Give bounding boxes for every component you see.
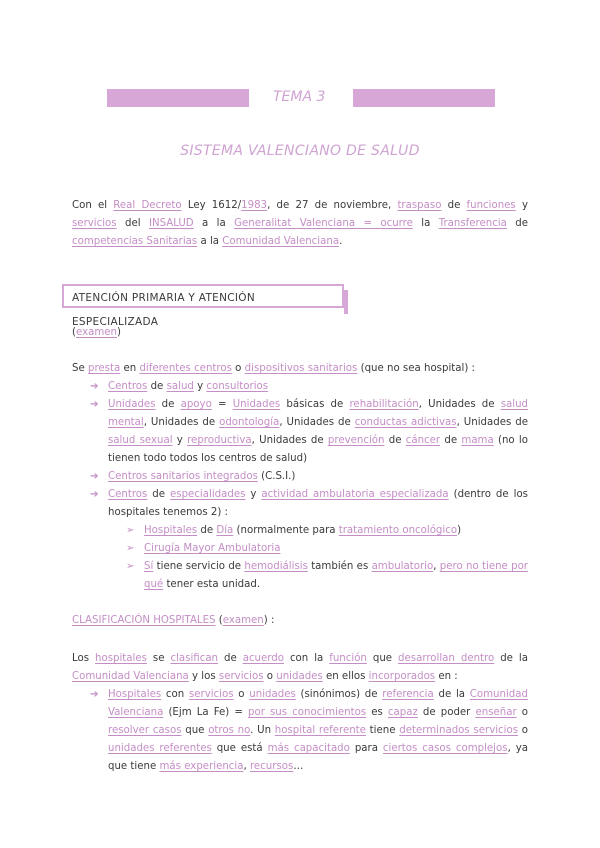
text-run: y: [172, 435, 188, 446]
highlighted-term: unidades: [276, 671, 323, 682]
sub-list-item: [108, 558, 528, 594]
text-run: del: [116, 218, 149, 229]
highlighted-term: prevención: [327, 435, 385, 446]
highlighted-term: odontología: [219, 417, 280, 428]
sub-list: [108, 522, 528, 594]
text-run: de poder: [417, 707, 476, 718]
list-item: [90, 468, 528, 486]
highlighted-term: recursos: [249, 761, 294, 772]
highlighted-term: Sí: [144, 561, 154, 572]
section1-lead: [72, 360, 528, 378]
text-run: que: [366, 653, 399, 664]
right-header-bar: [353, 89, 495, 107]
arrow-icon: ➔: [90, 489, 99, 500]
highlighted-term: clasifican: [170, 653, 219, 664]
text-run: con: [161, 689, 189, 700]
highlighted-term: más experiencia: [159, 761, 244, 772]
highlighted-term: actividad ambulatoria especializada: [261, 489, 449, 500]
section2-lead: [72, 650, 528, 686]
page-title: SISTEMA VALENCIANO DE SALUD: [180, 143, 420, 159]
text-run: de: [155, 399, 181, 410]
highlighted-term: funciones: [466, 200, 516, 211]
text-run: la: [412, 218, 439, 229]
highlighted-term: hemodiálisis: [244, 561, 308, 572]
text-run: (normalmente para: [233, 525, 339, 536]
triangle-arrow-icon: ➢: [126, 561, 135, 572]
text-run: ) :: [263, 615, 275, 626]
text-run: de: [441, 200, 467, 211]
arrow-icon: ➔: [90, 689, 99, 700]
text-run: (: [72, 327, 76, 338]
text-run: o: [516, 707, 529, 718]
text-run: o: [263, 671, 277, 682]
highlighted-term: Cirugía Mayor Ambulatoria: [144, 543, 281, 554]
highlighted-term: examen: [75, 327, 117, 338]
highlighted-term: especialidades: [170, 489, 246, 500]
highlighted-term: conductas adictivas: [354, 417, 457, 428]
highlighted-term: desarrollan dentro: [398, 653, 495, 664]
topic-label: TEMA 3: [273, 89, 326, 105]
text-run: en ellos: [322, 671, 369, 682]
highlighted-term: competencias Sanitarias: [72, 236, 198, 247]
highlighted-term: ambulatorio: [371, 561, 434, 572]
text-run: …: [293, 761, 304, 772]
text-run: y: [193, 381, 207, 392]
highlighted-term: salud: [166, 381, 194, 392]
intro-paragraph: [72, 197, 528, 251]
section1-list: [90, 378, 528, 594]
highlighted-term: servicios: [218, 671, 264, 682]
text-run: que está: [211, 743, 268, 754]
section-heading-primaria: ATENCIÓN PRIMARIA Y ATENCIÓN ESPECIALIZADA: [62, 284, 344, 308]
text-run: .: [339, 236, 343, 247]
text-run: de: [218, 653, 243, 664]
text-run: de: [440, 435, 462, 446]
text-run: en: [120, 363, 140, 374]
text-run: , Unidades de: [456, 417, 528, 428]
highlighted-term: mama: [461, 435, 494, 446]
text-run: (no lo tienen todo todos los centros de salud): [108, 435, 528, 464]
highlighted-term: Hospitales: [144, 525, 198, 536]
text-run: de: [384, 435, 406, 446]
highlighted-term: unidades referentes: [108, 743, 212, 754]
triangle-arrow-icon: ➢: [126, 525, 135, 536]
highlighted-term: Comunidad Valenciana: [222, 236, 340, 247]
text-run: de: [147, 489, 171, 500]
section2-heading: [72, 612, 528, 630]
highlighted-term: 1983: [241, 200, 268, 211]
text-run: de: [147, 381, 167, 392]
highlighted-term: pero no tiene por qué: [144, 561, 528, 590]
highlighted-term: servicios: [188, 689, 234, 700]
text-run: ): [457, 525, 462, 536]
triangle-arrow-icon: ➢: [126, 543, 135, 554]
highlighted-term: servicios: [72, 218, 117, 229]
highlighted-term: Comunidad Valenciana: [108, 689, 528, 718]
text-run: (Ejm La Fe) =: [163, 707, 249, 718]
text-run: a la: [193, 218, 235, 229]
text-run: (sinónimos) de: [295, 689, 383, 700]
highlighted-term: enseñar: [475, 707, 517, 718]
highlighted-term: salud sexual: [108, 435, 173, 446]
text-run: de la: [494, 653, 528, 664]
highlighted-term: más capacitado: [267, 743, 350, 754]
highlighted-term: Día: [216, 525, 234, 536]
text-run: ): [117, 327, 121, 338]
list-item: [90, 486, 528, 594]
highlighted-term: capaz: [387, 707, 418, 718]
highlighted-term: consultorios: [206, 381, 269, 392]
text-run: (: [215, 615, 223, 626]
text-run: tiene servicio de: [153, 561, 245, 572]
highlighted-term: hospitales: [95, 653, 147, 664]
highlighted-term: examen: [222, 615, 264, 626]
highlighted-term: cáncer: [405, 435, 441, 446]
highlighted-term: Unidades: [232, 399, 281, 410]
arrow-icon: ➔: [90, 381, 99, 392]
section2-list: [90, 686, 528, 776]
text-run: de la: [433, 689, 470, 700]
text-run: =: [211, 399, 233, 410]
text-run: ,: [243, 761, 250, 772]
list-item: [90, 686, 528, 776]
highlighted-term: INSALUD: [148, 218, 194, 229]
highlighted-term: apoyo: [180, 399, 212, 410]
text-run: o: [233, 689, 250, 700]
sub-list-item: [108, 522, 528, 540]
text-run: en :: [435, 671, 458, 682]
text-run: es: [366, 707, 388, 718]
text-run: con la: [283, 653, 330, 664]
highlighted-term: otros no: [208, 725, 251, 736]
text-run: a la: [197, 236, 223, 247]
highlighted-term: rehabilitación: [349, 399, 419, 410]
highlighted-term: presta: [87, 363, 121, 374]
highlighted-term: traspaso: [397, 200, 442, 211]
highlighted-term: acuerdo: [242, 653, 284, 664]
list-item: [90, 378, 528, 396]
highlighted-term: CLASIFICACIÓN HOSPITALES: [72, 615, 216, 626]
text-run: , Unidades de: [418, 399, 501, 410]
text-run: de: [197, 525, 217, 536]
highlighted-term: referencia: [382, 689, 434, 700]
exam-note: [72, 324, 528, 342]
text-run: (que no sea hospital) :: [357, 363, 475, 374]
text-run: se: [146, 653, 171, 664]
highlighted-term: ocurre: [380, 218, 413, 229]
text-run: y los: [188, 671, 219, 682]
text-run: Se: [72, 363, 88, 374]
text-run: Los: [72, 653, 96, 664]
text-run: Ley 1612/: [181, 200, 242, 211]
sub-list-item: [108, 540, 528, 558]
text-run: para: [349, 743, 383, 754]
highlighted-term: unidades: [249, 689, 296, 700]
highlighted-term: reproductiva: [187, 435, 252, 446]
highlighted-term: diferentes centros: [139, 363, 232, 374]
highlighted-term: Transferencia: [438, 218, 507, 229]
text-run: , Unidades de: [251, 435, 328, 446]
text-run: , de 27 de noviembre,: [267, 200, 398, 211]
highlighted-term: por sus conocimientos: [248, 707, 367, 718]
highlighted-term: salud mental: [108, 399, 529, 428]
text-run: Con el: [72, 200, 114, 211]
text-run: , Unidades de: [279, 417, 355, 428]
text-run: básicas de: [280, 399, 350, 410]
text-run: de: [506, 218, 528, 229]
text-run: , Unidades de: [143, 417, 220, 428]
highlighted-term: =: [355, 218, 381, 229]
highlighted-term: Comunidad Valenciana: [72, 671, 189, 682]
text-run: y: [245, 489, 262, 500]
text-run: también es: [307, 561, 372, 572]
highlighted-term: hospital referente: [274, 725, 366, 736]
list-item: [90, 396, 528, 468]
highlighted-term: determinados servicios: [399, 725, 519, 736]
highlighted-term: Centros sanitarios integrados: [108, 471, 258, 482]
arrow-icon: ➔: [90, 471, 99, 482]
arrow-icon: ➔: [90, 399, 99, 410]
highlighted-term: dispositivos sanitarios: [244, 363, 358, 374]
text-run: que: [181, 725, 209, 736]
text-run: tener esta unidad.: [163, 579, 261, 590]
text-run: , ya que tiene: [108, 743, 528, 772]
text-run: ,: [433, 561, 440, 572]
text-run: . Un: [250, 725, 275, 736]
text-run: (dentro de los hospitales tenemos 2) :: [108, 489, 528, 518]
text-run: (C.S.I.): [257, 471, 296, 482]
highlighted-term: incorporados: [368, 671, 436, 682]
highlighted-term: tratamiento oncológico: [338, 525, 458, 536]
highlighted-term: Unidades: [108, 399, 156, 410]
highlighted-term: resolver casos: [108, 725, 182, 736]
highlighted-term: Centros: [108, 489, 148, 500]
highlighted-term: ciertos casos complejos: [382, 743, 508, 754]
text-run: y: [515, 200, 528, 211]
highlighted-term: Generalitat Valenciana: [234, 218, 356, 229]
left-header-bar: [107, 89, 249, 107]
highlighted-term: Hospitales: [108, 689, 162, 700]
highlighted-term: Centros: [108, 381, 148, 392]
highlighted-term: Real Decreto: [113, 200, 182, 211]
text-run: tiene: [365, 725, 400, 736]
highlighted-term: función: [329, 653, 367, 664]
text-run: o: [231, 363, 245, 374]
text-run: o: [518, 725, 528, 736]
